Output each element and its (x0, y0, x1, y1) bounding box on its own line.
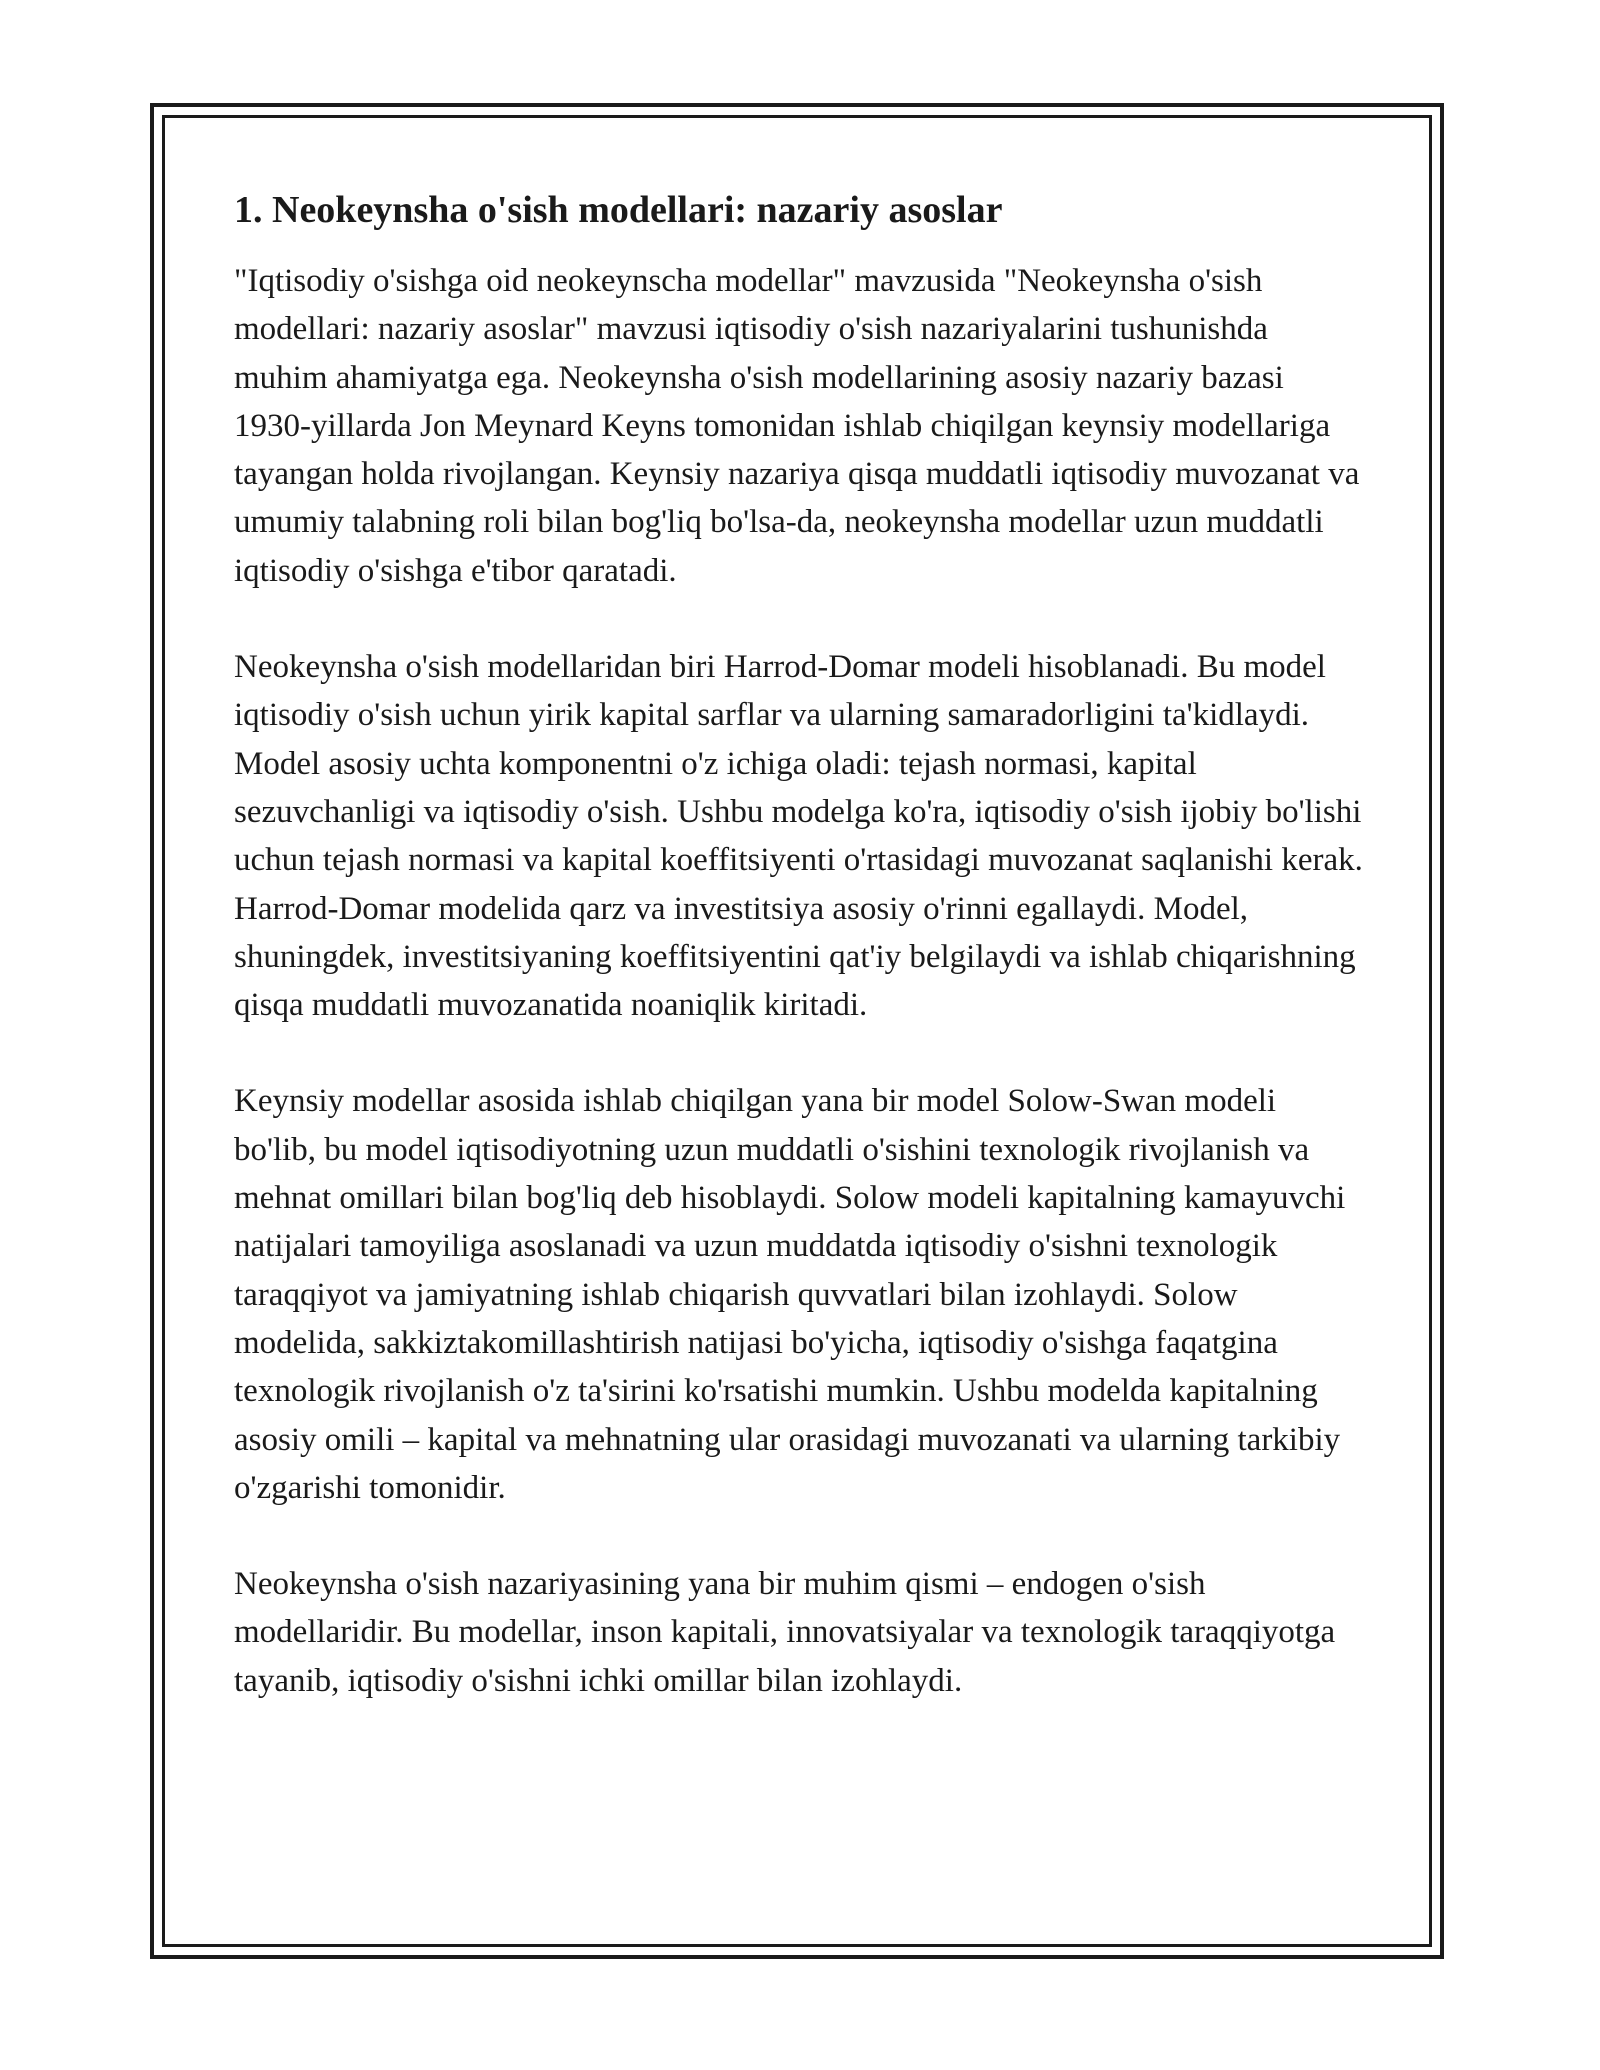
paragraph-solow-swan: Keynsiy modellar asosida ishlab chiqilgan yana bir model Solow-Swan modeli bo'lib, bu model iqtisodiyotning uzun muddatli o'sishini texnologik rivojlanish va mehnat omillari bilan bog'liq deb hisoblaydi. Solow modeli kapitalning kamayuvchi natijalari tamoyiliga asoslanadi va uzun muddatda iqtisodiy o'sishni texnologik taraqqiyot va jamiyatning ishlab chiqarish quvvatlari bilan izohlaydi. Solow modelida, sakkiztakomillashtirish natijasi bo'yicha, iqtisodiy o'sishga faqatgina texnologik rivojlanish o'z ta'sirini ko'rsatishi mumkin. Ushbu modelda kapitalning asosiy omili – kapital va mehnatning ular orasidagi muvozanati va ularning tarkibiy o'zgarishi tomonidir. (234, 1083, 1346, 1506)
document-body (234, 185, 1364, 1753)
paragraph-harrod-domar: Neokeynsha o'sish modellaridan biri Harrod-Domar modeli hisoblanadi. Bu model iqtisodiy o'sish uchun yirik kapital sarflar va ularning samaradorligini ta'kidlaydi. Model asosiy uchta komponentni o'z ichiga oladi: tejash normasi, kapital sezuvchanligi va iqtisodiy o'sish. Ushbu modelga ko'ra, iqtisodiy o'sish ijobiy bo'lishi uchun tejash normasi va kapital koeffitsiyenti o'rtasidagi muvozanat saqlanishi kerak. Harrod-Domar modelida qarz va investitsiya asosiy o'rinni egallaydi. Model, shuningdek, investitsiyaning koeffitsiyentini qat'iy belgilaydi va ishlab chiqarishning qisqa muddatli muvozanatida noaniqlik kiritadi. (234, 649, 1363, 1024)
section-heading: 1. Neokeynsha o'sish modellari: nazariy asoslar (234, 189, 1003, 231)
paragraph-intro: "Iqtisodiy o'sishga oid neokeynscha modellar" mavzusida "Neokeynsha o'sish modellari: nazariy asoslar" mavzusi iqtisodiy o'sish nazariyalarini tushunishda muhim ahamiyatga ega. Neokeynsha o'sish modellarining asosiy nazariy bazasi 1930-yillarda Jon Meynard Keyns tomonidan ishlab chiqilgan keynsiy modellariga tayangan holda rivojlangan. Keynsiy nazariya qisqa muddatli iqtisodiy muvozanat va umumiy talabning roli bilan bog'liq bo'lsa-da, neokeynsha modellar uzun muddatli iqtisodiy o'sishga e'tibor qaratadi. (234, 263, 1360, 589)
paragraph-endogenous: Neokeynsha o'sish nazariyasining yana bir muhim qismi – endogen o'sish modellaridir. Bu modellar, inson kapitali, innovatsiyalar va texnologik taraqqiyotga tayanib, iqtisodiy o'sishni ichki omillar bilan izohlaydi. (234, 1566, 1336, 1699)
